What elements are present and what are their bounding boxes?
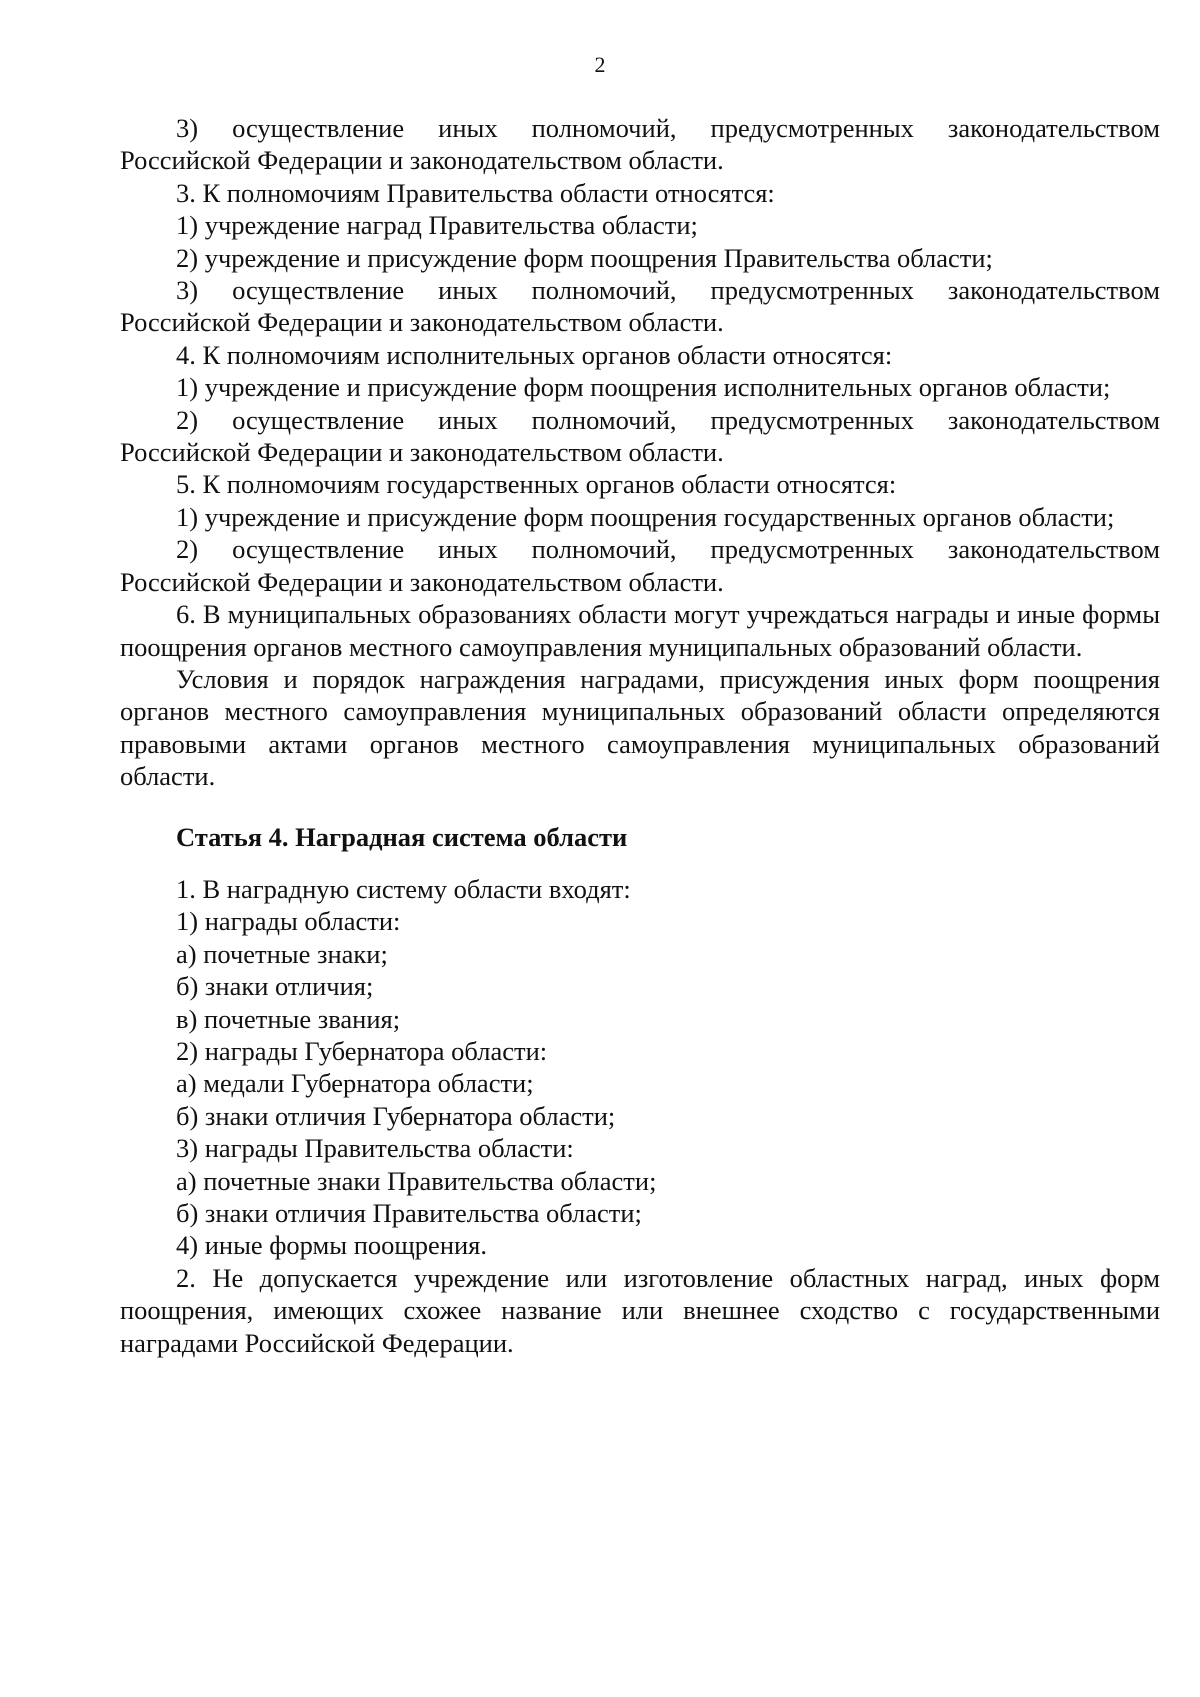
paragraph: 6. В муниципальных образованиях области могут учреждаться награды и иные формы поощрения органов местного самоуправления муниципальных образований области.: [120, 599, 1160, 662]
paragraph: 4. К полномочиям исполнительных органов области относятся:: [176, 339, 893, 370]
list-item: 1. В наградную систему области входят:: [176, 873, 631, 904]
closing-paragraph: 2. Не допускается учреждение или изготовление областных наград, иных форм поощрения, имеющих схожее название или внешнее сходство с государственными наградами Российской Федерации.: [120, 1262, 1160, 1358]
list-item: б) знаки отличия;: [176, 971, 374, 1002]
list-item: а) почетные знаки Правительства области;: [176, 1165, 657, 1196]
page-number: 2: [594, 52, 606, 77]
list-item: б) знаки отличия Губернатора области;: [176, 1100, 616, 1131]
list-item: б) знаки отличия Правительства области;: [176, 1198, 642, 1228]
paragraph: 1) учреждение и присуждение форм поощрения исполнительных органов области;: [176, 372, 1111, 403]
document-body: [120, 112, 1160, 1359]
paragraph: 1) учреждение и присуждение форм поощрения государственных органов области;: [176, 501, 1115, 532]
paragraph: 3) осуществление иных полномочий, предусмотренных законодательством Российской Федерации и законодательством области.: [120, 113, 1160, 176]
paragraph: 2) осуществление иных полномочий, предусмотренных законодательством Российской Федерации и законодательством области.: [120, 534, 1160, 597]
list-item: 1) награды области:: [176, 906, 401, 937]
list-item: 3) награды Правительства области:: [176, 1133, 574, 1164]
paragraph: 3) осуществление иных полномочий, предусмотренных законодательством Российской Федерации и законодательством области.: [120, 275, 1160, 338]
list-item: 2) награды Губернатора области:: [176, 1035, 548, 1066]
list-item: а) медали Губернатора области;: [176, 1068, 534, 1099]
paragraph: 1) учреждение наград Правительства области;: [176, 210, 698, 241]
paragraph: 2) осуществление иных полномочий, предусмотренных законодательством Российской Федерации и законодательством области.: [120, 404, 1160, 468]
paragraph: 2) учреждение и присуждение форм поощрения Правительства области;: [176, 242, 993, 273]
paragraph: Условия и порядок награждения наградами, присуждения иных форм поощрения органов местного самоуправления муниципальных образований области определяются правовыми актами органов местного самоуправления муниципальных образований области.: [120, 663, 1160, 792]
list-item: в) почетные звания;: [176, 1003, 401, 1034]
article-heading: Статья 4. Наградная система области: [176, 821, 628, 852]
award-system-list: [120, 873, 1160, 1262]
paragraph: 5. К полномочиям государственных органов области относятся:: [176, 469, 897, 500]
list-item: а) почетные знаки;: [176, 938, 388, 969]
paragraph: 3. К полномочиям Правительства области относятся:: [176, 177, 775, 208]
list-item: 4) иные формы поощрения.: [176, 1230, 487, 1261]
